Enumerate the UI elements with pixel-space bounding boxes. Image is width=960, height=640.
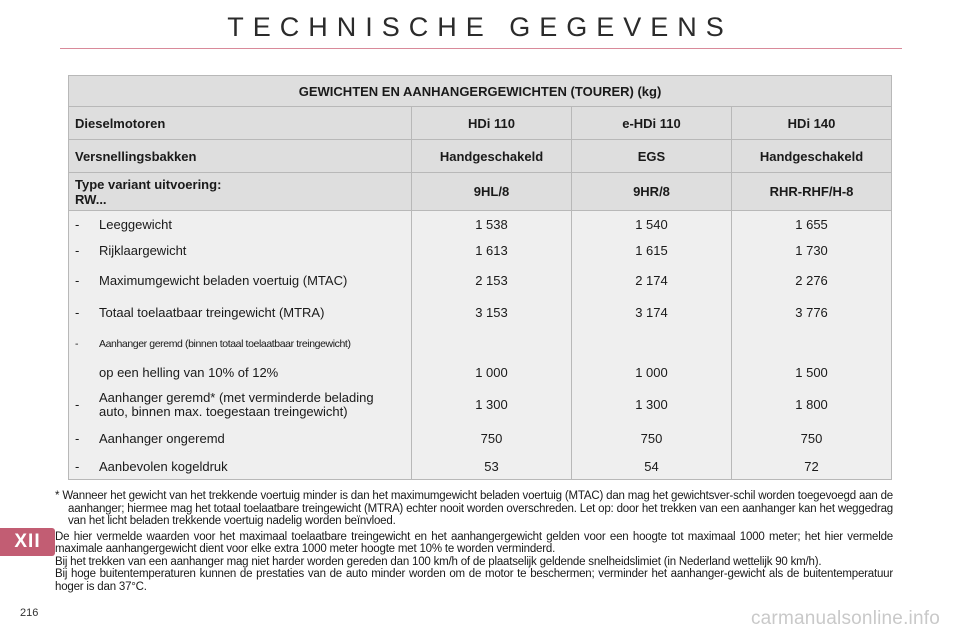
header-cell: Dieselmotoren bbox=[69, 107, 412, 140]
row-label-cell bbox=[69, 387, 412, 423]
row-label: Aanbevolen kogeldruk bbox=[99, 458, 228, 474]
value-cell: 72 bbox=[732, 453, 892, 480]
value-cell: 1 613 bbox=[412, 237, 572, 263]
title-divider bbox=[60, 48, 902, 49]
row-label-cell bbox=[69, 327, 412, 357]
table-row bbox=[69, 297, 892, 327]
row-label-cell bbox=[69, 297, 412, 327]
note-paragraph: Bij het trekken van een aanhanger mag niet harder worden gereden dan 100 km/h of de plaatselijk geldende snelheidslimiet (in Nederland wettelijk 90 km/h). bbox=[55, 555, 822, 568]
footnote: * Wanneer het gewicht van het trekkende voertuig minder is dan het maximumgewicht beladen voertuig (MTAC) dan mag het gewichtsver-schil worden toegevoegd aan de aanhanger; hiermee mag het totaal toelaatbare treingewicht (MTRA) echter nooit worden overschreden. Let op: door het trekken van een aanhanger kan het weggedrag van het licht beladen trekkende voertuig nadelig worden beïnvloed. bbox=[55, 490, 893, 527]
value-cell: 1 800 bbox=[732, 387, 892, 423]
value-cell: 750 bbox=[572, 423, 732, 453]
value-cell: 3 174 bbox=[572, 297, 732, 327]
header-cell: Versnellingsbakken bbox=[69, 140, 412, 173]
header-cell: Handgeschakeld bbox=[412, 140, 572, 173]
watermark: carmanualsonline.info bbox=[750, 608, 940, 629]
row-label: Maximumgewicht beladen voertuig (MTAC) bbox=[99, 272, 348, 288]
chapter-tab[interactable]: XII bbox=[0, 528, 55, 556]
table-header-row bbox=[69, 140, 892, 173]
value-cell: 54 bbox=[572, 453, 732, 480]
header-cell: e-HDi 110 bbox=[572, 107, 732, 140]
row-dash: - bbox=[75, 430, 80, 446]
row-label bbox=[99, 391, 374, 419]
value-cell: 1 615 bbox=[572, 237, 732, 263]
row-label-line: Aanhanger geremd* (met verminderde belading bbox=[99, 390, 374, 405]
row-label: Aanhanger ongeremd bbox=[99, 430, 225, 446]
table-row bbox=[69, 423, 892, 453]
value-cell: 2 174 bbox=[572, 263, 732, 297]
value-cell: 2 276 bbox=[732, 263, 892, 297]
value-cell: 1 540 bbox=[572, 211, 732, 238]
row-label-cell bbox=[69, 263, 412, 297]
value-cell: 2 153 bbox=[412, 263, 572, 297]
row-label: Totaal toelaatbaar treingewicht (MTRA) bbox=[99, 304, 325, 320]
note-paragraph: De hier vermelde waarden voor het maximaal toelaatbare treingewicht en het aanhangergewicht gelden voor een hoogte tot maximaal 1000 meter; het hier vermelde maximale aanhangergewicht dient voor elke extra 1000 meter hoogte met 10% te worden verminderd. bbox=[55, 530, 893, 555]
table-title: GEWICHTEN EN AANHANGERGEWICHTEN (TOURER) (kg) bbox=[69, 76, 892, 107]
row-label: Leeggewicht bbox=[99, 216, 172, 232]
value-cell bbox=[572, 327, 732, 357]
row-label-cell bbox=[69, 453, 412, 480]
header-cell: HDi 110 bbox=[412, 107, 572, 140]
value-cell: 3 776 bbox=[732, 297, 892, 327]
row-label-cell bbox=[69, 357, 412, 387]
table-row bbox=[69, 237, 892, 263]
row-label: Rijklaargewicht bbox=[99, 242, 187, 258]
header-cell: RHR-RHF/H-8 bbox=[732, 173, 892, 211]
value-cell: 1 300 bbox=[412, 387, 572, 423]
header-text: Type variant uitvoering: bbox=[75, 176, 222, 192]
table-title-row bbox=[69, 76, 892, 107]
value-cell: 750 bbox=[412, 423, 572, 453]
value-cell bbox=[412, 327, 572, 357]
row-label-cell bbox=[69, 211, 412, 238]
row-label: Aanhanger geremd (binnen totaal toelaatbaar treingewicht) bbox=[99, 337, 351, 350]
table-row bbox=[69, 211, 892, 238]
value-cell: 53 bbox=[412, 453, 572, 480]
row-dash: - bbox=[75, 304, 80, 320]
table-header-row bbox=[69, 173, 892, 211]
header-text: RW... bbox=[75, 191, 107, 207]
value-cell: 1 000 bbox=[572, 357, 732, 387]
value-cell: 3 153 bbox=[412, 297, 572, 327]
row-label-cell bbox=[69, 423, 412, 453]
weights-table bbox=[68, 75, 892, 480]
table-row bbox=[69, 453, 892, 480]
table-row bbox=[69, 263, 892, 297]
value-cell bbox=[732, 327, 892, 357]
row-dash: - bbox=[75, 458, 80, 474]
header-cell: 9HL/8 bbox=[412, 173, 572, 211]
row-label-cell bbox=[69, 237, 412, 263]
table-row bbox=[69, 357, 892, 387]
value-cell: 1 538 bbox=[412, 211, 572, 238]
row-label-line: auto, binnen max. toegestaan treingewicht) bbox=[99, 404, 348, 419]
row-dash: - bbox=[75, 337, 79, 350]
page-title: TECHNISCHE GEGEVENS bbox=[227, 12, 733, 42]
row-dash: - bbox=[75, 216, 80, 232]
header-cell bbox=[69, 173, 412, 211]
table-row bbox=[69, 327, 892, 357]
value-cell: 1 300 bbox=[572, 387, 732, 423]
value-cell: 1 655 bbox=[732, 211, 892, 238]
row-label: op een helling van 10% of 12% bbox=[99, 364, 279, 380]
header-cell: Handgeschakeld bbox=[732, 140, 892, 173]
table-header-row bbox=[69, 107, 892, 140]
value-cell: 1 730 bbox=[732, 237, 892, 263]
header-cell: EGS bbox=[572, 140, 732, 173]
notes-section bbox=[55, 490, 893, 593]
value-cell: 1 000 bbox=[412, 357, 572, 387]
value-cell: 1 500 bbox=[732, 357, 892, 387]
row-dash: - bbox=[75, 242, 80, 258]
row-dash: - bbox=[75, 397, 80, 412]
header-cell: 9HR/8 bbox=[572, 173, 732, 211]
table-row bbox=[69, 387, 892, 423]
header-cell: HDi 140 bbox=[732, 107, 892, 140]
note-paragraph: Bij hoge buitentemperaturen kunnen de prestaties van de auto minder worden om de motor te beschermen; verminder het aanhanger-gewicht als de buitentemperatuur hoger is dan 37°C. bbox=[55, 568, 893, 593]
value-cell: 750 bbox=[732, 423, 892, 453]
page-number: 216 bbox=[20, 607, 39, 619]
row-dash: - bbox=[75, 272, 80, 288]
